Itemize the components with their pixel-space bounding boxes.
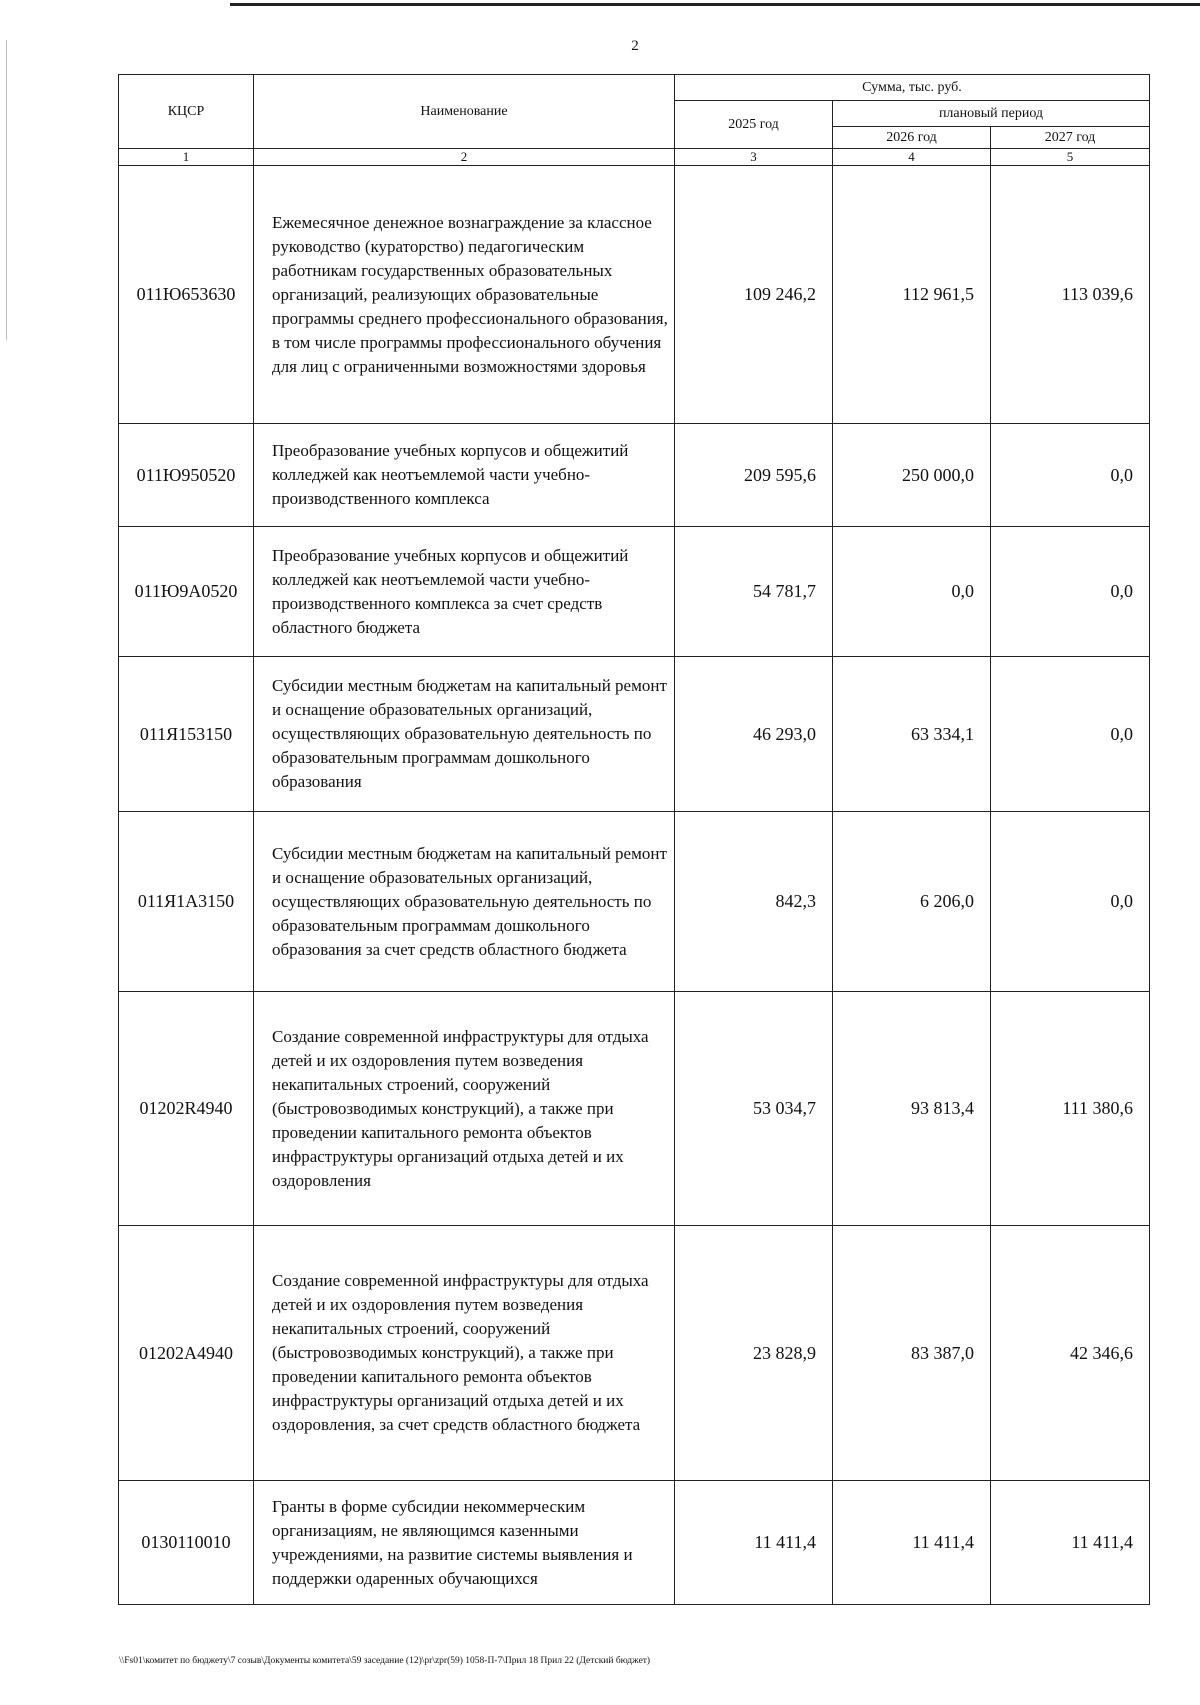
page-number: 2 bbox=[631, 38, 639, 54]
header-sum: Сумма, тыс. руб. bbox=[675, 75, 1150, 101]
table-row bbox=[119, 166, 1150, 424]
row-amount-2026: 6 206,0 bbox=[833, 812, 991, 992]
row-amount-2027: 113 039,6 bbox=[991, 166, 1150, 424]
row-code: 0130110010 bbox=[119, 1481, 254, 1605]
row-amount-2026: 0,0 bbox=[833, 527, 991, 657]
table-header bbox=[119, 75, 1150, 166]
table-row bbox=[119, 812, 1150, 992]
row-amount-2026: 83 387,0 bbox=[833, 1226, 991, 1481]
column-number: 1 bbox=[119, 149, 254, 166]
table-body bbox=[119, 166, 1150, 1605]
row-name: Гранты в форме субсидии некоммерческим организациям, не являющимся казенными учреждениями, на развитие системы выявления и поддержки одаренных обучающихся bbox=[254, 1481, 675, 1605]
table-row bbox=[119, 1481, 1150, 1605]
row-amount-2025: 11 411,4 bbox=[675, 1481, 833, 1605]
row-amount-2026: 112 961,5 bbox=[833, 166, 991, 424]
row-amount-2026: 11 411,4 bbox=[833, 1481, 991, 1605]
file-path-footer: \\Fs01\комитет по бюджету\7 созыв\Документы комитета\59 заседание (12)\pr\zpr(59) 1058-П-7\Прил 18 Прил 22 (Детский бюджет) bbox=[119, 1656, 651, 1666]
table-row bbox=[119, 657, 1150, 812]
column-number: 3 bbox=[675, 149, 833, 166]
header-year-2026: 2026 год bbox=[833, 127, 991, 149]
row-name: Преобразование учебных корпусов и общежитий колледжей как неотъемлемой части учебно-производственного комплекса bbox=[254, 424, 675, 527]
header-year-2027: 2027 год bbox=[991, 127, 1150, 149]
column-number: 2 bbox=[254, 149, 675, 166]
row-name: Ежемесячное денежное вознаграждение за классное руководство (кураторство) педагогическим работникам государственных образовательных организаций, реализующих образовательные программы среднего профессионального образования, в том числе программы профессионального обучения для лиц с ограниченными возможностями здоровья bbox=[254, 166, 675, 424]
row-amount-2025: 54 781,7 bbox=[675, 527, 833, 657]
row-code: 011Ю9А0520 bbox=[119, 527, 254, 657]
row-amount-2027: 0,0 bbox=[991, 657, 1150, 812]
row-amount-2027: 111 380,6 bbox=[991, 992, 1150, 1226]
row-amount-2025: 209 595,6 bbox=[675, 424, 833, 527]
row-amount-2027: 0,0 bbox=[991, 527, 1150, 657]
row-code: 011Ю653630 bbox=[119, 166, 254, 424]
table-row bbox=[119, 424, 1150, 527]
row-amount-2027: 0,0 bbox=[991, 424, 1150, 527]
header-name: Наименование bbox=[254, 75, 675, 149]
row-amount-2025: 109 246,2 bbox=[675, 166, 833, 424]
row-name: Субсидии местным бюджетам на капитальный ремонт и оснащение образовательных организаций, осуществляющих образовательную деятельность по образовательным программам дошкольного образования за счет средств областного бюджета bbox=[254, 812, 675, 992]
row-name: Создание современной инфраструктуры для отдыха детей и их оздоровления путем возведения некапитальных строений, сооружений (быстровозводимых конструкций), а также при проведении капитального ремонта объектов инфраструктуры организаций отдыха детей и их оздоровления, за счет средств областного бюджета bbox=[254, 1226, 675, 1481]
row-name: Субсидии местным бюджетам на капитальный ремонт и оснащение образовательных организаций, осуществляющих образовательную деятельность по образовательным программам дошкольного образования bbox=[254, 657, 675, 812]
table-row bbox=[119, 1226, 1150, 1481]
header-code: КЦСР bbox=[119, 75, 254, 149]
row-code: 011Я1А3150 bbox=[119, 812, 254, 992]
header-planned-period: плановый период bbox=[833, 101, 1150, 127]
column-number: 5 bbox=[991, 149, 1150, 166]
row-amount-2025: 46 293,0 bbox=[675, 657, 833, 812]
row-amount-2027: 0,0 bbox=[991, 812, 1150, 992]
row-amount-2027: 42 346,6 bbox=[991, 1226, 1150, 1481]
row-code: 011Я153150 bbox=[119, 657, 254, 812]
header-year-2025: 2025 год bbox=[675, 101, 833, 149]
table-row bbox=[119, 527, 1150, 657]
scan-top-edge-line bbox=[230, 3, 1200, 6]
budget-table bbox=[118, 74, 1150, 1605]
table-row bbox=[119, 992, 1150, 1226]
row-name: Преобразование учебных корпусов и общежитий колледжей как неотъемлемой части учебно-производственного комплекса за счет средств областного бюджета bbox=[254, 527, 675, 657]
row-code: 01202А4940 bbox=[119, 1226, 254, 1481]
row-amount-2025: 842,3 bbox=[675, 812, 833, 992]
row-amount-2026: 93 813,4 bbox=[833, 992, 991, 1226]
row-code: 011Ю950520 bbox=[119, 424, 254, 527]
column-number-row bbox=[119, 149, 1150, 166]
row-amount-2025: 53 034,7 bbox=[675, 992, 833, 1226]
column-number: 4 bbox=[833, 149, 991, 166]
row-name: Создание современной инфраструктуры для отдыха детей и их оздоровления путем возведения некапитальных строений, сооружений (быстровозводимых конструкций), а также при проведении капитального ремонта объектов инфраструктуры организаций отдыха детей и их оздоровления bbox=[254, 992, 675, 1226]
row-code: 01202R4940 bbox=[119, 992, 254, 1226]
scan-left-edge-line bbox=[6, 40, 7, 340]
row-amount-2026: 63 334,1 bbox=[833, 657, 991, 812]
row-amount-2026: 250 000,0 bbox=[833, 424, 991, 527]
row-amount-2025: 23 828,9 bbox=[675, 1226, 833, 1481]
row-amount-2027: 11 411,4 bbox=[991, 1481, 1150, 1605]
